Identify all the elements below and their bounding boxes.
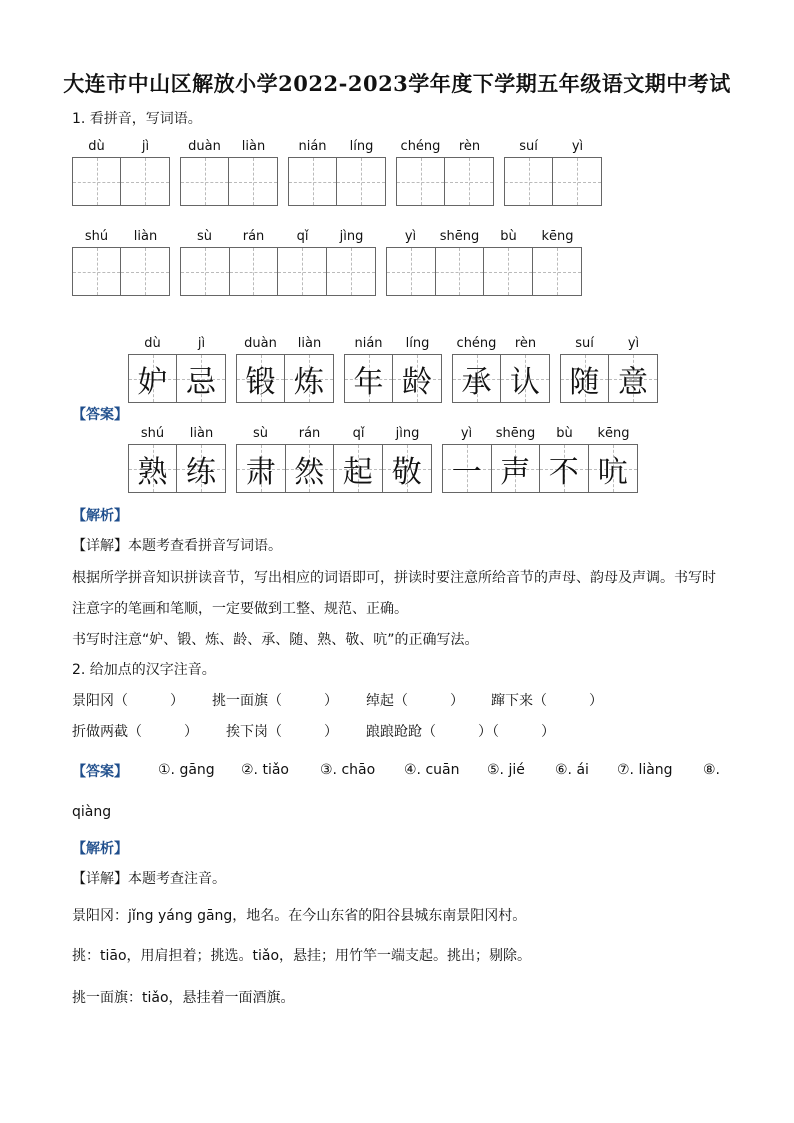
answer-character: 然 <box>294 454 325 490</box>
tianzige-cell <box>181 248 230 295</box>
q2-item-3: 绰起（ ） <box>366 693 464 709</box>
tianzige-group <box>180 157 278 206</box>
answer-character: 敬 <box>391 454 422 490</box>
pinyin-label: yì <box>404 229 417 244</box>
tianzige-cell <box>561 355 609 402</box>
pinyin-label: rán <box>298 426 321 441</box>
tianzige-cell <box>327 248 376 295</box>
tianzige-group <box>236 444 432 493</box>
tianzige-group <box>396 157 494 206</box>
q2-item-7: 踉踉跄跄（ ）（ ） <box>366 724 555 740</box>
tianzige-group <box>288 157 386 206</box>
tianzige-cell <box>484 248 533 295</box>
q2-item-2: 挑一面旗（ ） <box>212 693 338 709</box>
answer-character: 一 <box>451 454 482 490</box>
answer-character: 锻 <box>245 364 276 400</box>
pinyin-label: liàn <box>297 336 322 351</box>
q2-analysis-label: 【解析】 <box>72 841 128 857</box>
answer-character: 练 <box>186 454 216 490</box>
q2-answer-label: 【答案】 <box>72 764 128 780</box>
answer-character: 忌 <box>186 364 216 400</box>
tianzige-cell <box>278 248 327 295</box>
pinyin-label: dù <box>144 336 161 351</box>
pinyin-label: jì <box>141 139 150 154</box>
tianzige-cell <box>589 445 638 492</box>
pinyin-label: chéng <box>400 139 441 154</box>
pinyin-label: bù <box>500 229 517 244</box>
q2-item-6: 挨下岗（ ） <box>226 724 338 740</box>
pinyin-label: liàn <box>133 229 158 244</box>
q2-answer-7: ⑦. liàng <box>617 762 673 778</box>
tianzige-cell <box>443 445 492 492</box>
tianzige-group <box>386 247 582 296</box>
tianzige-cell <box>501 355 549 402</box>
answer-character: 起 <box>342 454 373 490</box>
tianzige-cell <box>609 355 657 402</box>
answer-character: 不 <box>548 454 579 490</box>
answer-character: 妒 <box>137 364 168 400</box>
pinyin-label: dù <box>88 139 105 154</box>
tianzige-cell <box>237 355 285 402</box>
q1-para-1a: 根据所学拼音知识拼读音节，写出相应的词语即可，拼读时要注意所给音节的声母、韵母及声调。书写时 <box>72 570 716 586</box>
pinyin-label: yì <box>460 426 473 441</box>
pinyin-label: nián <box>298 139 327 154</box>
q2-stem: 2. 给加点的汉字注音。 <box>72 662 216 678</box>
tianzige-cell <box>334 445 383 492</box>
tianzige-cell <box>337 158 385 205</box>
tianzige-cell <box>540 445 589 492</box>
pinyin-label: yì <box>627 336 640 351</box>
tianzige-cell <box>237 445 286 492</box>
tianzige-group <box>128 354 226 403</box>
q1-stem: 1. 看拼音，写词语。 <box>72 111 202 127</box>
tianzige-cell <box>289 158 337 205</box>
answer-character: 承 <box>461 364 492 400</box>
tianzige-cell <box>453 355 501 402</box>
tianzige-cell <box>492 445 541 492</box>
tianzige-cell <box>393 355 441 402</box>
pinyin-label: suí <box>519 139 538 154</box>
answer-character: 认 <box>510 364 540 400</box>
answer-character: 熟 <box>137 454 168 490</box>
tianzige-group <box>452 354 550 403</box>
pinyin-label: kēng <box>541 229 574 244</box>
tianzige-cell <box>553 158 601 205</box>
pinyin-label: rán <box>242 229 265 244</box>
tianzige-cell <box>177 445 225 492</box>
pinyin-label: duàn <box>188 139 221 154</box>
tianzige-cell <box>533 248 582 295</box>
page-title: 大连市中山区解放小学2022-2023学年度下学期五年级语文期中考试 <box>63 71 731 96</box>
tianzige-cell <box>177 355 225 402</box>
tianzige-cell <box>229 158 277 205</box>
tianzige-cell <box>436 248 485 295</box>
q2-line-3: 挑一面旗：tiǎo，悬挂着一面酒旗。 <box>72 990 295 1006</box>
pinyin-label: suí <box>575 336 594 351</box>
pinyin-label: líng <box>405 336 430 351</box>
pinyin-label: jì <box>197 336 206 351</box>
answer-character: 随 <box>569 364 600 400</box>
tianzige-group <box>72 157 170 206</box>
q2-answer-8: ⑧. <box>703 762 721 778</box>
pinyin-label: shú <box>140 426 165 441</box>
q2-answer-3: ③. chāo <box>320 762 376 778</box>
pinyin-label: sù <box>196 229 212 244</box>
tianzige-cell <box>73 248 121 295</box>
pinyin-label: qǐ <box>296 229 309 244</box>
tianzige-group <box>128 444 226 493</box>
answer-character: 年 <box>353 364 384 400</box>
q2-answer-6: ⑥. ái <box>555 762 589 778</box>
pinyin-label: nián <box>354 336 383 351</box>
pinyin-label: sù <box>252 426 268 441</box>
q1-analysis-label: 【解析】 <box>72 508 128 524</box>
pinyin-label: líng <box>349 139 374 154</box>
q2-answer-4: ④. cuān <box>404 762 460 778</box>
answer-character: 肃 <box>245 454 276 490</box>
answer-character: 意 <box>618 364 648 400</box>
tianzige-cell <box>286 445 335 492</box>
pinyin-label: jìng <box>339 229 364 244</box>
tianzige-cell <box>121 248 169 295</box>
pinyin-label: bù <box>556 426 573 441</box>
pinyin-label: chéng <box>456 336 497 351</box>
pinyin-label: duàn <box>244 336 277 351</box>
q2-detail: 【详解】本题考查注音。 <box>72 871 226 887</box>
tianzige-cell <box>181 158 229 205</box>
answer-character: 龄 <box>402 364 432 400</box>
pinyin-label: kēng <box>597 426 630 441</box>
q1-para-1b: 注意字的笔画和笔顺，一定要做到工整、规范、正确。 <box>72 601 408 617</box>
q2-item-5: 折做两截（ ） <box>72 724 198 740</box>
tianzige-cell <box>345 355 393 402</box>
tianzige-group <box>560 354 658 403</box>
tianzige-group <box>504 157 602 206</box>
tianzige-cell <box>121 158 169 205</box>
pinyin-label: liàn <box>189 426 214 441</box>
pinyin-label: rèn <box>458 139 481 154</box>
q2-item-1: 景阳冈（ ） <box>72 693 184 709</box>
pinyin-label: shēng <box>495 426 536 441</box>
pinyin-label: rèn <box>514 336 537 351</box>
tianzige-cell <box>73 158 121 205</box>
q2-answer-1: ①. gāng <box>158 762 215 778</box>
tianzige-cell <box>445 158 493 205</box>
tianzige-cell <box>129 445 177 492</box>
q1-answer-label: 【答案】 <box>72 407 128 423</box>
pinyin-label: jìng <box>395 426 420 441</box>
tianzige-cell <box>397 158 445 205</box>
q2-answer-2: ②. tiǎo <box>241 762 289 778</box>
tianzige-group <box>442 444 638 493</box>
tianzige-cell <box>387 248 436 295</box>
tianzige-cell <box>505 158 553 205</box>
pinyin-label: shēng <box>439 229 480 244</box>
answer-character: 声 <box>500 454 531 490</box>
q1-detail: 【详解】本题考查看拼音写词语。 <box>72 538 282 554</box>
tianzige-group <box>236 354 334 403</box>
q2-answer-5: ⑤. jié <box>487 762 525 778</box>
tianzige-cell <box>383 445 432 492</box>
tianzige-cell <box>285 355 333 402</box>
pinyin-label: shú <box>84 229 109 244</box>
q2-item-4: 蹿下来（ ） <box>491 693 603 709</box>
pinyin-label: liàn <box>241 139 266 154</box>
answer-character: 炼 <box>294 364 324 400</box>
tianzige-cell <box>230 248 279 295</box>
tianzige-group <box>180 247 376 296</box>
pinyin-label: qǐ <box>352 426 365 441</box>
q1-para-2: 书写时注意“妒、锻、炼、龄、承、随、熟、敬、吭”的正确写法。 <box>72 632 479 648</box>
tianzige-group <box>72 247 170 296</box>
pinyin-label: yì <box>571 139 584 154</box>
q2-line-1: 景阳冈：jǐng yáng gāng，地名。在今山东省的阳谷县城东南景阳冈村。 <box>72 908 527 924</box>
tianzige-cell <box>129 355 177 402</box>
q2-line-2: 挑：tiāo，用肩担着；挑选。tiǎo，悬挂；用竹竿一端支起。挑出；剔除。 <box>72 948 532 964</box>
answer-character: 吭 <box>597 454 628 490</box>
q2-answer-8-tail: qiàng <box>72 804 112 820</box>
tianzige-group <box>344 354 442 403</box>
